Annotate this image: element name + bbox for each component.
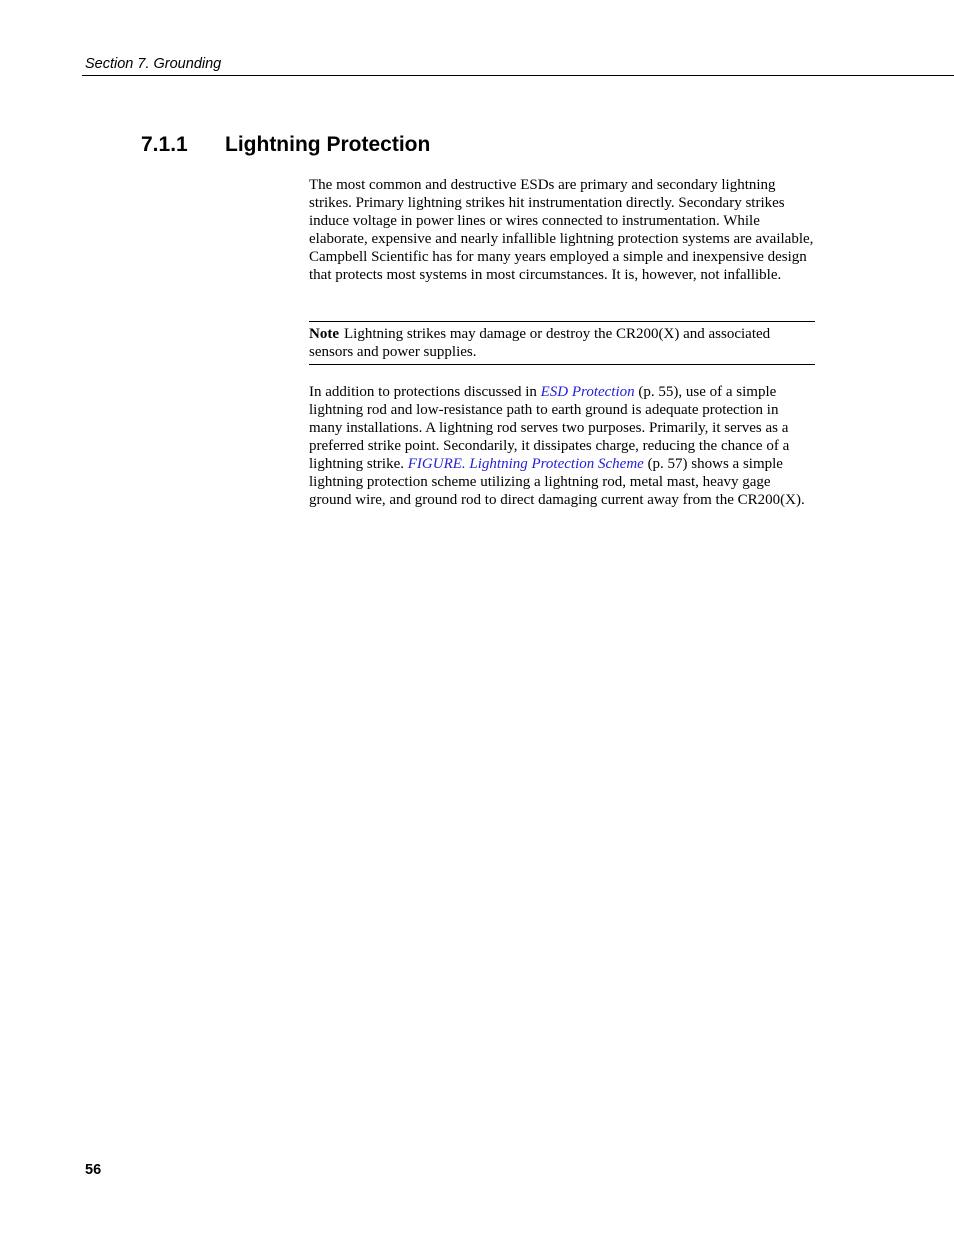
protection-paragraph — [309, 383, 815, 509]
section-label: Section 7. Grounding — [85, 56, 222, 72]
running-header — [82, 55, 954, 76]
lightning-scheme-figure-link[interactable]: FIGURE. Lightning Protection Scheme — [407, 456, 644, 472]
heading-number: 7.1.1 — [141, 133, 188, 156]
intro-paragraph: The most common and destructive ESDs are primary and secondary lightning strikes. Primary lightning strikes hit instrumentation directly. Secondary strikes induce voltage in power lines or wires connected to instrumentation. While elaborate, expensive and nearly infallible lightning protection systems are available, Campbell Scientific has for many years employed a simple and inexpensive design that protects most systems in most circumstances. It is, however, not infallible. — [309, 177, 814, 283]
section-heading — [141, 131, 430, 159]
note-box — [309, 321, 815, 365]
note-text: Lightning strikes may damage or destroy the CR200(X) and associated sensors and power supplies. — [309, 326, 771, 360]
page-number: 56 — [85, 1162, 102, 1178]
paragraph-text-2: (p. 55), use of a simple lightning rod and low-resistance path to earth ground is adequate protection in many installations. A lightning rod serves two purposes. Primarily, it serves as a preferred strike point. Secondarily, it dissipates charge, reducing the chance of a lightning strike. — [309, 384, 790, 472]
esd-protection-link[interactable]: ESD Protection — [540, 384, 635, 400]
paragraph-text-1: In addition to protections discussed in — [309, 384, 541, 400]
note-label: Note — [309, 326, 339, 342]
paragraph-text-3: (p. 57) shows a simple lightning protection scheme utilizing a lightning rod, metal mast, heavy gage ground wire, and ground rod to direct damaging current away from the CR200(X). — [309, 456, 805, 508]
heading-title: Lightning Protection — [225, 133, 431, 156]
